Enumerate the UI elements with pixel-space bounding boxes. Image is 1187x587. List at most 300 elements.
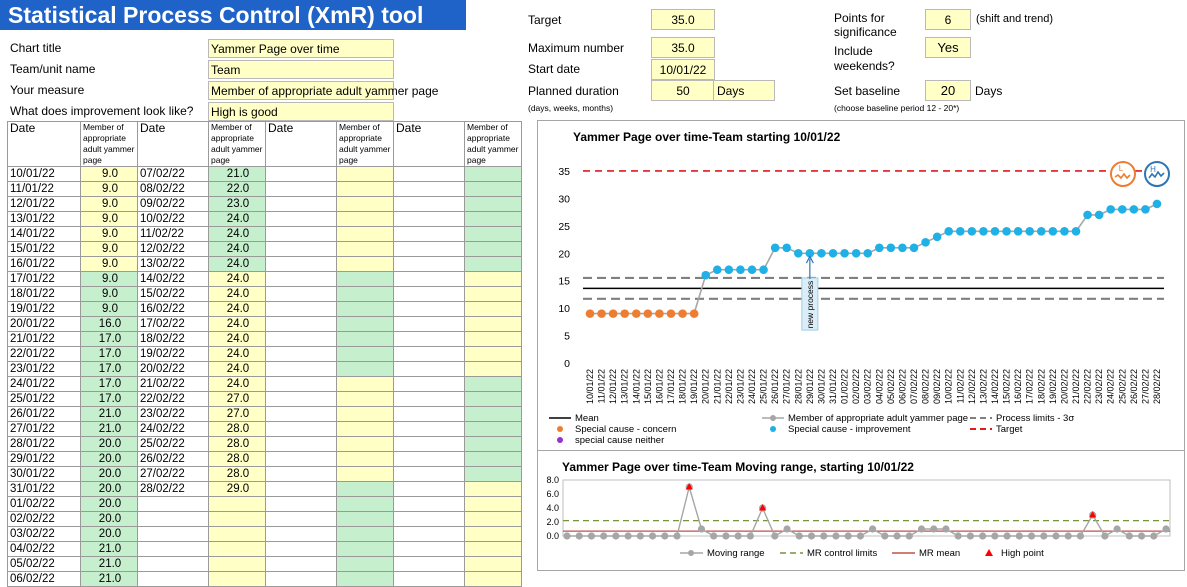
date-cell[interactable]: 10/01/22 — [8, 167, 81, 182]
x-tick-label: 28/02/22 — [1152, 369, 1162, 405]
value-cell[interactable]: 9.0 — [81, 287, 138, 302]
value-cell[interactable]: 9.0 — [81, 227, 138, 242]
date-cell[interactable]: 24/01/22 — [8, 377, 81, 392]
legend-swatch-dot — [688, 550, 694, 556]
date-cell[interactable]: 14/01/22 — [8, 227, 81, 242]
legend-label: Special cause - improvement — [788, 424, 911, 435]
date-cell[interactable]: 21/01/22 — [8, 332, 81, 347]
chart-title-field[interactable]: Yammer Page over time — [208, 39, 394, 58]
value-cell[interactable]: 9.0 — [81, 212, 138, 227]
value-cell — [465, 362, 522, 377]
value-cell[interactable]: 24.0 — [209, 302, 266, 317]
date-cell[interactable]: 28/02/22 — [138, 482, 209, 497]
improvement-point — [1037, 227, 1046, 236]
table-header-row — [8, 122, 522, 167]
improvement-point — [852, 249, 861, 258]
date-cell — [266, 227, 337, 242]
improvement-field[interactable]: High is good — [208, 102, 394, 121]
date-cell[interactable]: 16/02/22 — [138, 302, 209, 317]
table-row — [8, 182, 522, 197]
moving-range-point — [771, 532, 778, 539]
date-cell — [394, 407, 465, 422]
table-row — [8, 287, 522, 302]
improvement-point — [1141, 205, 1150, 214]
date-cell — [394, 452, 465, 467]
value-cell[interactable]: 9.0 — [81, 167, 138, 182]
value-cell[interactable]: 9.0 — [81, 197, 138, 212]
x-tick-label: 23/01/22 — [735, 369, 746, 405]
value-cell[interactable]: 24.0 — [209, 272, 266, 287]
value-cell[interactable]: 16.0 — [81, 317, 138, 332]
date-cell — [266, 287, 337, 302]
improvement-point — [1002, 227, 1011, 236]
value-cell[interactable]: 27.0 — [209, 407, 266, 422]
table-row — [8, 377, 522, 392]
date-cell — [138, 497, 209, 512]
date-cell — [266, 242, 337, 257]
value-cell — [465, 392, 522, 407]
value-cell[interactable]: 20.0 — [81, 527, 138, 542]
date-cell — [394, 557, 465, 572]
x-tick-label: 21/02/22 — [1071, 369, 1081, 405]
mr-chart — [537, 451, 1185, 571]
legend-swatch-dot — [770, 415, 776, 421]
moving-range-point — [893, 532, 900, 539]
date-cell[interactable]: 27/02/22 — [138, 467, 209, 482]
moving-range-point — [845, 532, 852, 539]
x-tick-label: 03/02/22 — [862, 369, 873, 405]
date-cell[interactable]: 23/02/22 — [138, 407, 209, 422]
date-cell — [266, 377, 337, 392]
value-cell[interactable]: 21.0 — [81, 542, 138, 557]
weekends-label: Include — [834, 44, 873, 58]
value-cell[interactable]: 9.0 — [81, 257, 138, 272]
team-field[interactable]: Team — [208, 60, 394, 79]
date-cell[interactable]: 04/02/22 — [8, 542, 81, 557]
date-cell — [266, 542, 337, 557]
moving-range-point — [942, 525, 949, 532]
date-cell — [266, 482, 337, 497]
value-cell[interactable]: 24.0 — [209, 317, 266, 332]
app-title: Statistical Process Control (XmR) tool — [0, 0, 466, 30]
concern-point — [667, 309, 676, 318]
date-cell[interactable]: 20/01/22 — [8, 317, 81, 332]
date-cell[interactable]: 11/02/22 — [138, 227, 209, 242]
target-label: Target — [528, 13, 562, 27]
value-cell — [465, 242, 522, 257]
value-cell — [209, 572, 266, 587]
date-cell — [266, 212, 337, 227]
table-row — [8, 557, 522, 572]
date-cell — [394, 257, 465, 272]
duration-field[interactable]: 50 — [651, 80, 715, 101]
main-chart-title: Yammer Page over time-Team starting 10/01/22 — [573, 130, 841, 144]
value-cell[interactable]: 20.0 — [81, 482, 138, 497]
value-cell[interactable]: 21.0 — [81, 422, 138, 437]
date-cell — [394, 332, 465, 347]
date-cell[interactable]: 22/02/22 — [138, 392, 209, 407]
y-tick-label: 30 — [558, 193, 570, 206]
main-chart — [537, 120, 1185, 450]
date-cell[interactable]: 17/01/22 — [8, 272, 81, 287]
value-cell — [465, 317, 522, 332]
date-cell[interactable]: 31/01/22 — [8, 482, 81, 497]
y-tick-label: 20 — [558, 248, 570, 261]
value-cell — [209, 527, 266, 542]
moving-range-point — [1016, 532, 1023, 539]
date-cell — [266, 182, 337, 197]
x-tick-label: 12/01/22 — [608, 369, 619, 405]
x-tick-label: 27/01/22 — [781, 369, 792, 405]
improvement-point — [840, 249, 849, 258]
value-cell — [337, 407, 394, 422]
table-row — [8, 167, 522, 182]
moving-range-point — [1162, 525, 1169, 532]
date-cell — [394, 227, 465, 242]
date-cell[interactable]: 07/02/22 — [138, 167, 209, 182]
value-cell[interactable]: 24.0 — [209, 212, 266, 227]
date-cell[interactable]: 20/02/22 — [138, 362, 209, 377]
improvement-point — [898, 243, 907, 252]
value-cell — [337, 302, 394, 317]
date-cell — [266, 422, 337, 437]
date-cell[interactable]: 25/02/22 — [138, 437, 209, 452]
table-row — [8, 467, 522, 482]
date-cell[interactable]: 29/01/22 — [8, 452, 81, 467]
value-cell — [465, 527, 522, 542]
improvement-point — [782, 243, 791, 252]
value-cell — [465, 407, 522, 422]
measure-series-line — [590, 204, 1157, 314]
table-row — [8, 317, 522, 332]
x-tick-label: 17/02/22 — [1024, 369, 1035, 405]
value-cell[interactable]: 24.0 — [209, 377, 266, 392]
duration-unit-field[interactable]: Days — [713, 80, 775, 101]
start-date-field[interactable]: 10/01/22 — [651, 59, 715, 80]
baseline-label: Set baseline — [834, 84, 901, 98]
date-cell — [266, 167, 337, 182]
date-cell[interactable]: 02/02/22 — [8, 512, 81, 527]
date-cell[interactable]: 12/02/22 — [138, 242, 209, 257]
moving-range-point — [979, 532, 986, 539]
date-cell[interactable]: 19/01/22 — [8, 302, 81, 317]
date-cell[interactable]: 23/01/22 — [8, 362, 81, 377]
improvement-point — [1014, 227, 1023, 236]
date-cell[interactable]: 17/02/22 — [138, 317, 209, 332]
x-tick-label: 15/01/22 — [642, 369, 653, 405]
value-cell — [337, 227, 394, 242]
improvement-point — [956, 227, 965, 236]
improvement-point — [1118, 205, 1127, 214]
date-cell — [266, 302, 337, 317]
value-cell — [209, 557, 266, 572]
date-cell — [394, 362, 465, 377]
date-cell — [394, 302, 465, 317]
table-row — [8, 242, 522, 257]
date-cell[interactable]: 11/01/22 — [8, 182, 81, 197]
improvement-point — [1083, 211, 1092, 220]
value-cell[interactable]: 20.0 — [81, 452, 138, 467]
value-cell — [337, 497, 394, 512]
date-cell[interactable]: 24/02/22 — [138, 422, 209, 437]
date-cell — [266, 317, 337, 332]
concern-point — [678, 309, 687, 318]
date-cell[interactable]: 14/02/22 — [138, 272, 209, 287]
date-cell[interactable]: 26/02/22 — [138, 452, 209, 467]
improvement-point — [968, 227, 977, 236]
value-cell[interactable]: 17.0 — [81, 347, 138, 362]
date-cell[interactable]: 12/01/22 — [8, 197, 81, 212]
value-cell — [337, 272, 394, 287]
value-cell[interactable]: 21.0 — [81, 407, 138, 422]
value-cell — [209, 497, 266, 512]
value-cell[interactable]: 24.0 — [209, 287, 266, 302]
value-cell — [337, 542, 394, 557]
value-cell[interactable]: 17.0 — [81, 392, 138, 407]
date-cell — [394, 242, 465, 257]
value-cell — [465, 257, 522, 272]
table-row — [8, 347, 522, 362]
table-row — [8, 392, 522, 407]
value-cell[interactable]: 9.0 — [81, 182, 138, 197]
value-cell — [209, 542, 266, 557]
value-cell — [337, 452, 394, 467]
value-cell[interactable]: 21.0 — [81, 572, 138, 587]
value-cell[interactable]: 9.0 — [81, 272, 138, 287]
table-row — [8, 452, 522, 467]
date-header: Date — [8, 122, 81, 167]
value-cell — [337, 512, 394, 527]
value-cell[interactable]: 27.0 — [209, 392, 266, 407]
improvement-point — [1130, 205, 1139, 214]
date-cell[interactable]: 10/02/22 — [138, 212, 209, 227]
date-cell[interactable]: 21/02/22 — [138, 377, 209, 392]
improvement-point — [933, 233, 942, 242]
measure-header: Member of appropriate adult yammer page — [81, 122, 138, 167]
date-header: Date — [394, 122, 465, 167]
improvement-point — [771, 243, 780, 252]
measure-header: Member of appropriate adult yammer page — [337, 122, 394, 167]
date-cell[interactable]: 09/02/22 — [138, 197, 209, 212]
improvement-point — [829, 249, 838, 258]
x-tick-label: 19/01/22 — [689, 369, 700, 405]
value-cell — [337, 242, 394, 257]
x-tick-label: 07/02/22 — [909, 369, 919, 405]
date-cell[interactable]: 26/01/22 — [8, 407, 81, 422]
value-cell[interactable]: 24.0 — [209, 227, 266, 242]
measure-header: Member of appropriate adult yammer page — [209, 122, 266, 167]
x-tick-label: 09/02/22 — [932, 369, 943, 405]
value-cell[interactable]: 24.0 — [209, 362, 266, 377]
value-cell[interactable]: 24.0 — [209, 347, 266, 362]
date-cell[interactable]: 03/02/22 — [8, 527, 81, 542]
moving-range-point — [1065, 532, 1072, 539]
x-tick-label: 24/02/22 — [1105, 369, 1116, 405]
date-cell[interactable]: 15/01/22 — [8, 242, 81, 257]
value-cell — [465, 167, 522, 182]
improvement-point — [887, 243, 896, 252]
baseline-hint: (choose baseline period 12 - 20*) — [834, 103, 960, 113]
points-label: Points for — [834, 11, 885, 25]
measure-header: Member of appropriate adult yammer page — [465, 122, 522, 167]
table-row — [8, 272, 522, 287]
date-cell — [266, 497, 337, 512]
date-cell — [266, 572, 337, 587]
moving-range-point — [796, 532, 803, 539]
improvement-point — [701, 271, 710, 280]
date-cell[interactable]: 18/02/22 — [138, 332, 209, 347]
date-cell — [138, 572, 209, 587]
date-cell[interactable]: 08/02/22 — [138, 182, 209, 197]
x-tick-label: 13/02/22 — [978, 369, 989, 405]
value-cell — [337, 167, 394, 182]
y-tick-label: 25 — [558, 220, 570, 233]
points-field[interactable]: 6 — [925, 9, 971, 30]
moving-range-point — [649, 532, 656, 539]
table-row — [8, 407, 522, 422]
date-cell[interactable]: 06/02/22 — [8, 572, 81, 587]
value-cell[interactable]: 21.0 — [209, 167, 266, 182]
value-cell — [337, 572, 394, 587]
legend-label: Member of appropriate adult yammer page — [788, 413, 969, 424]
value-cell[interactable]: 9.0 — [81, 242, 138, 257]
value-cell[interactable]: 20.0 — [81, 497, 138, 512]
legend-label: Moving range — [707, 548, 765, 559]
moving-range-point — [1150, 532, 1157, 539]
x-tick-label: 22/02/22 — [1082, 369, 1093, 405]
moving-range-point — [1138, 532, 1145, 539]
value-cell[interactable]: 17.0 — [81, 377, 138, 392]
moving-range-point — [1040, 532, 1047, 539]
value-cell[interactable]: 21.0 — [81, 557, 138, 572]
y-tick-label: 6.0 — [546, 489, 559, 499]
value-cell — [337, 437, 394, 452]
value-cell[interactable]: 29.0 — [209, 482, 266, 497]
moving-range-point — [637, 532, 644, 539]
value-cell[interactable]: 24.0 — [209, 242, 266, 257]
x-tick-label: 02/02/22 — [851, 369, 862, 405]
measure-field[interactable]: Member of appropriate adult yammer page — [208, 81, 394, 100]
value-cell[interactable]: 28.0 — [209, 452, 266, 467]
x-tick-label: 25/02/22 — [1117, 369, 1128, 405]
date-cell[interactable]: 05/02/22 — [8, 557, 81, 572]
moving-range-point — [673, 532, 680, 539]
date-cell[interactable]: 28/01/22 — [8, 437, 81, 452]
value-cell[interactable]: 24.0 — [209, 332, 266, 347]
weekends-select[interactable]: Yes — [925, 37, 971, 58]
value-cell — [337, 317, 394, 332]
date-cell — [394, 392, 465, 407]
x-tick-label: 06/02/22 — [897, 369, 908, 405]
value-cell[interactable]: 17.0 — [81, 332, 138, 347]
value-cell[interactable]: 17.0 — [81, 362, 138, 377]
value-cell[interactable]: 28.0 — [209, 437, 266, 452]
date-cell — [138, 542, 209, 557]
x-tick-label: 27/02/22 — [1140, 369, 1151, 405]
x-tick-label: 14/01/22 — [631, 369, 642, 405]
x-tick-label: 23/02/22 — [1094, 369, 1105, 405]
date-cell[interactable]: 16/01/22 — [8, 257, 81, 272]
target-field[interactable]: 35.0 — [651, 9, 715, 30]
x-tick-label: 18/01/22 — [677, 369, 688, 405]
value-cell — [465, 332, 522, 347]
team-label: Team/unit name — [10, 62, 96, 76]
table-row — [8, 257, 522, 272]
moving-range-point — [1077, 532, 1084, 539]
date-cell[interactable]: 01/02/22 — [8, 497, 81, 512]
value-cell[interactable]: 20.0 — [81, 437, 138, 452]
value-cell[interactable]: 20.0 — [81, 512, 138, 527]
value-cell[interactable]: 24.0 — [209, 257, 266, 272]
moving-range-point — [612, 532, 619, 539]
table-row — [8, 572, 522, 587]
date-cell[interactable]: 13/01/22 — [8, 212, 81, 227]
value-cell — [465, 377, 522, 392]
table-row — [8, 302, 522, 317]
date-cell[interactable]: 19/02/22 — [138, 347, 209, 362]
moving-range-point — [918, 525, 925, 532]
date-cell[interactable]: 15/02/22 — [138, 287, 209, 302]
value-cell — [465, 227, 522, 242]
date-cell — [266, 332, 337, 347]
x-tick-label: 31/01/22 — [828, 369, 838, 405]
value-cell — [337, 482, 394, 497]
baseline-field[interactable]: 20 — [925, 80, 971, 101]
date-cell[interactable]: 27/01/22 — [8, 422, 81, 437]
value-cell — [337, 257, 394, 272]
table-row — [8, 362, 522, 377]
y-tick-label: 0.0 — [546, 531, 559, 541]
value-cell[interactable]: 20.0 — [81, 467, 138, 482]
value-cell — [337, 392, 394, 407]
value-cell — [465, 212, 522, 227]
moving-range-point — [1114, 525, 1121, 532]
date-cell — [394, 197, 465, 212]
value-cell[interactable]: 28.0 — [209, 422, 266, 437]
value-cell[interactable]: 22.0 — [209, 182, 266, 197]
date-cell[interactable]: 13/02/22 — [138, 257, 209, 272]
improvement-point — [875, 243, 884, 252]
max-field[interactable]: 35.0 — [651, 37, 715, 58]
date-cell — [266, 362, 337, 377]
date-cell[interactable]: 25/01/22 — [8, 392, 81, 407]
date-cell — [394, 497, 465, 512]
date-cell — [138, 527, 209, 542]
value-cell — [465, 497, 522, 512]
moving-range-point — [808, 532, 815, 539]
date-cell — [394, 422, 465, 437]
moving-range-point — [1003, 532, 1010, 539]
concern-point — [609, 309, 618, 318]
improvement-label: What does improvement look like? — [10, 104, 194, 118]
improvement-point — [736, 265, 745, 274]
date-cell[interactable]: 18/01/22 — [8, 287, 81, 302]
x-tick-label: 26/01/22 — [770, 369, 781, 405]
value-cell[interactable]: 9.0 — [81, 302, 138, 317]
value-cell — [337, 377, 394, 392]
date-cell[interactable]: 22/01/22 — [8, 347, 81, 362]
date-cell — [394, 482, 465, 497]
value-cell[interactable]: 28.0 — [209, 467, 266, 482]
improvement-point — [991, 227, 1000, 236]
improvement-point — [1072, 227, 1081, 236]
value-cell — [337, 467, 394, 482]
value-cell[interactable]: 23.0 — [209, 197, 266, 212]
data-table-wrap — [7, 121, 522, 587]
date-cell[interactable]: 30/01/22 — [8, 467, 81, 482]
date-cell — [266, 197, 337, 212]
moving-range-point — [820, 532, 827, 539]
